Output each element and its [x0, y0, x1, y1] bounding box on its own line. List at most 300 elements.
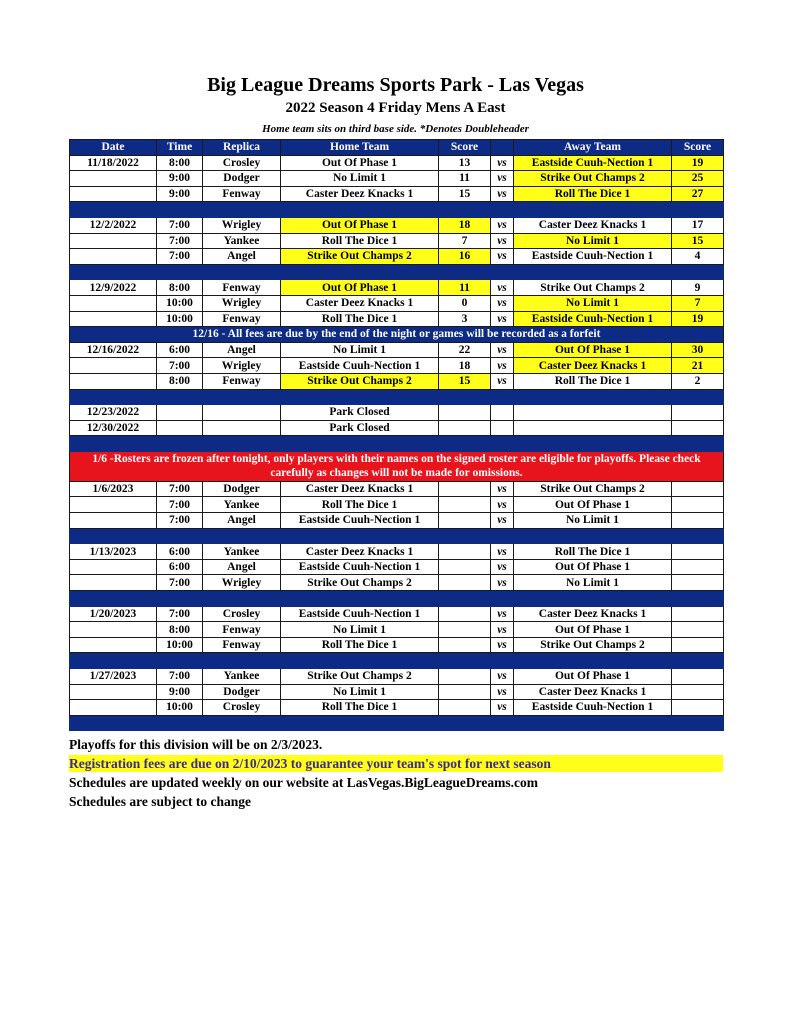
table-row — [70, 497, 724, 513]
table-row — [70, 622, 724, 638]
home-score-cell — [439, 700, 491, 716]
table-row — [70, 186, 724, 202]
alert-row — [70, 451, 724, 481]
home-team-cell: Strike Out Champs 2 — [281, 669, 439, 685]
away-team-cell: Out Of Phase 1 — [514, 622, 672, 638]
home-score-cell: 18 — [439, 358, 491, 374]
away-score-cell: 15 — [672, 233, 724, 249]
vs-cell: vs — [491, 559, 514, 575]
home-team-cell: Caster Deez Knacks 1 — [281, 186, 439, 202]
home-score-cell: 11 — [439, 280, 491, 296]
separator-cell — [281, 528, 439, 544]
separator-cell — [491, 653, 514, 669]
replica-cell: Wrigley — [203, 217, 281, 233]
vs-cell: vs — [491, 481, 514, 497]
time-cell: 7:00 — [157, 606, 203, 622]
date-cell: 1/27/2023 — [70, 669, 157, 685]
separator-cell — [514, 202, 672, 218]
separator-cell — [157, 653, 203, 669]
away-score-cell: 30 — [672, 342, 724, 358]
vs-cell: vs — [491, 358, 514, 374]
date-cell — [70, 575, 157, 591]
separator-cell — [203, 591, 281, 607]
playoffs-note: Playoffs for this division will be on 2/3/2023. — [69, 737, 323, 752]
home-score-cell: 7 — [439, 233, 491, 249]
time-cell: 7:00 — [157, 669, 203, 685]
table-row — [70, 155, 724, 171]
separator-cell — [491, 389, 514, 405]
replica-cell: Fenway — [203, 622, 281, 638]
table-row — [70, 295, 724, 311]
away-team-cell: Eastside Cuuh-Nection 1 — [514, 311, 672, 327]
away-score-cell — [672, 405, 724, 421]
date-cell — [70, 171, 157, 187]
separator-cell — [157, 264, 203, 280]
away-team-cell: Out Of Phase 1 — [514, 669, 672, 685]
separator-cell — [281, 436, 439, 452]
away-score-cell: 19 — [672, 155, 724, 171]
away-team-cell: Caster Deez Knacks 1 — [514, 606, 672, 622]
separator-cell — [672, 389, 724, 405]
separator-cell — [491, 591, 514, 607]
home-score-cell — [439, 481, 491, 497]
time-cell: 6:00 — [157, 544, 203, 560]
date-cell: 12/16/2022 — [70, 342, 157, 358]
separator-cell — [281, 715, 439, 731]
separator-cell — [281, 653, 439, 669]
away-score-cell — [672, 481, 724, 497]
replica-cell: Yankee — [203, 497, 281, 513]
away-score-cell — [672, 420, 724, 436]
separator-cell — [672, 202, 724, 218]
table-row — [70, 559, 724, 575]
time-cell: 10:00 — [157, 637, 203, 653]
col-header-replica: Replica — [203, 140, 281, 156]
home-score-cell — [439, 497, 491, 513]
away-score-cell — [672, 669, 724, 685]
notice-row — [70, 327, 724, 343]
separator-cell — [157, 591, 203, 607]
date-cell — [70, 373, 157, 389]
separator-cell — [203, 202, 281, 218]
separator-cell — [439, 528, 491, 544]
away-team-cell: Out Of Phase 1 — [514, 342, 672, 358]
table-row — [70, 311, 724, 327]
replica-cell: Angel — [203, 342, 281, 358]
away-score-cell: 27 — [672, 186, 724, 202]
replica-cell — [203, 420, 281, 436]
time-cell: 7:00 — [157, 358, 203, 374]
time-cell: 10:00 — [157, 295, 203, 311]
date-cell — [70, 311, 157, 327]
separator-cell — [514, 528, 672, 544]
date-cell: 1/20/2023 — [70, 606, 157, 622]
col-header-time: Time — [157, 140, 203, 156]
separator-cell — [514, 389, 672, 405]
time-cell: 9:00 — [157, 186, 203, 202]
separator-cell — [70, 528, 157, 544]
replica-cell: Fenway — [203, 311, 281, 327]
col-header-away-team: Away Team — [514, 140, 672, 156]
away-team-cell: Roll The Dice 1 — [514, 373, 672, 389]
home-team-cell: Eastside Cuuh-Nection 1 — [281, 559, 439, 575]
time-cell: 8:00 — [157, 280, 203, 296]
replica-cell: Angel — [203, 249, 281, 265]
replica-cell: Dodger — [203, 481, 281, 497]
time-cell: 7:00 — [157, 217, 203, 233]
separator-row — [70, 591, 724, 607]
separator-cell — [157, 202, 203, 218]
home-team-cell: Caster Deez Knacks 1 — [281, 295, 439, 311]
separator-cell — [281, 389, 439, 405]
date-cell: 12/30/2022 — [70, 420, 157, 436]
table-row — [70, 606, 724, 622]
home-score-cell: 16 — [439, 249, 491, 265]
vs-cell: vs — [491, 669, 514, 685]
col-header-away-score: Score — [672, 140, 724, 156]
away-team-cell: No Limit 1 — [514, 513, 672, 529]
home-team-cell: Out Of Phase 1 — [281, 155, 439, 171]
vs-cell: vs — [491, 342, 514, 358]
date-cell: 12/23/2022 — [70, 405, 157, 421]
away-team-cell: Out Of Phase 1 — [514, 497, 672, 513]
time-cell: 10:00 — [157, 311, 203, 327]
time-cell — [157, 405, 203, 421]
table-row — [70, 684, 724, 700]
replica-cell — [203, 405, 281, 421]
home-team-cell: Out Of Phase 1 — [281, 280, 439, 296]
separator-row — [70, 715, 724, 731]
home-score-cell — [439, 544, 491, 560]
away-team-cell: Roll The Dice 1 — [514, 544, 672, 560]
away-score-cell: 7 — [672, 295, 724, 311]
time-cell: 7:00 — [157, 233, 203, 249]
separator-cell — [70, 202, 157, 218]
home-score-cell — [439, 684, 491, 700]
separator-row — [70, 389, 724, 405]
separator-cell — [439, 389, 491, 405]
away-team-cell: Roll The Dice 1 — [514, 186, 672, 202]
home-team-cell: Strike Out Champs 2 — [281, 575, 439, 591]
away-team-cell: No Limit 1 — [514, 295, 672, 311]
separator-cell — [157, 528, 203, 544]
replica-cell: Yankee — [203, 544, 281, 560]
home-team-cell: Caster Deez Knacks 1 — [281, 481, 439, 497]
table-row — [70, 342, 724, 358]
vs-cell: vs — [491, 575, 514, 591]
separator-cell — [439, 436, 491, 452]
separator-cell — [491, 436, 514, 452]
home-team-cell: Out Of Phase 1 — [281, 217, 439, 233]
table-row — [70, 171, 724, 187]
home-score-cell — [439, 513, 491, 529]
time-cell: 7:00 — [157, 513, 203, 529]
separator-cell — [281, 202, 439, 218]
away-team-cell: Strike Out Champs 2 — [514, 637, 672, 653]
time-cell: 8:00 — [157, 373, 203, 389]
home-team-cell: Roll The Dice 1 — [281, 233, 439, 249]
page-subtitle: 2022 Season 4 Friday Mens A East — [285, 100, 506, 116]
away-score-cell — [672, 559, 724, 575]
home-team-cell: No Limit 1 — [281, 342, 439, 358]
schedule-table — [69, 139, 724, 731]
away-team-cell: Caster Deez Knacks 1 — [514, 358, 672, 374]
home-team-cell: No Limit 1 — [281, 622, 439, 638]
separator-cell — [70, 436, 157, 452]
separator-cell — [491, 528, 514, 544]
away-score-cell — [672, 622, 724, 638]
separator-row — [70, 202, 724, 218]
separator-cell — [157, 715, 203, 731]
separator-row — [70, 653, 724, 669]
away-team-cell: Eastside Cuuh-Nection 1 — [514, 249, 672, 265]
vs-cell: vs — [491, 513, 514, 529]
separator-cell — [203, 389, 281, 405]
time-cell: 10:00 — [157, 700, 203, 716]
schedule-body — [70, 155, 724, 731]
table-row — [70, 513, 724, 529]
replica-cell: Fenway — [203, 280, 281, 296]
separator-cell — [70, 264, 157, 280]
notice-text: 12/16 - All fees are due by the end of the night or games will be recorded as a forfeit — [70, 327, 724, 343]
home-score-cell — [439, 606, 491, 622]
date-cell — [70, 186, 157, 202]
separator-cell — [203, 436, 281, 452]
away-team-cell — [514, 405, 672, 421]
vs-cell: vs — [491, 233, 514, 249]
away-team-cell: Strike Out Champs 2 — [514, 481, 672, 497]
closed-row — [70, 420, 724, 436]
home-team-cell: Roll The Dice 1 — [281, 311, 439, 327]
separator-cell — [514, 264, 672, 280]
away-score-cell — [672, 544, 724, 560]
table-row — [70, 249, 724, 265]
away-score-cell — [672, 606, 724, 622]
vs-cell — [491, 405, 514, 421]
date-cell — [70, 637, 157, 653]
date-cell — [70, 700, 157, 716]
separator-cell — [491, 202, 514, 218]
col-header-home-team: Home Team — [281, 140, 439, 156]
away-team-cell: Eastside Cuuh-Nection 1 — [514, 155, 672, 171]
away-score-cell — [672, 513, 724, 529]
separator-cell — [439, 202, 491, 218]
change-note: Schedules are subject to change — [69, 794, 251, 809]
separator-cell — [514, 715, 672, 731]
home-score-cell — [439, 420, 491, 436]
away-score-cell: 2 — [672, 373, 724, 389]
separator-row — [70, 264, 724, 280]
away-team-cell — [514, 420, 672, 436]
vs-cell: vs — [491, 622, 514, 638]
away-team-cell: Out Of Phase 1 — [514, 559, 672, 575]
replica-cell: Fenway — [203, 637, 281, 653]
home-score-cell — [439, 669, 491, 685]
home-team-cell: Eastside Cuuh-Nection 1 — [281, 513, 439, 529]
home-team-cell: Strike Out Champs 2 — [281, 373, 439, 389]
alert-text: 1/6 -Rosters are frozen after tonight, only players with their names on the signed roster are eligible for playoffs. Please check carefully as changes will not be made for omissions. — [70, 451, 724, 481]
date-cell: 12/2/2022 — [70, 217, 157, 233]
away-score-cell — [672, 700, 724, 716]
separator-row — [70, 436, 724, 452]
vs-cell: vs — [491, 280, 514, 296]
date-cell — [70, 249, 157, 265]
time-cell: 7:00 — [157, 481, 203, 497]
table-row — [70, 669, 724, 685]
table-row — [70, 373, 724, 389]
date-cell: 11/18/2022 — [70, 155, 157, 171]
header-note: Home team sits on third base side. *Denotes Doubleheader — [262, 123, 529, 135]
home-team-cell: Eastside Cuuh-Nection 1 — [281, 606, 439, 622]
away-team-cell: Caster Deez Knacks 1 — [514, 217, 672, 233]
home-score-cell: 13 — [439, 155, 491, 171]
date-cell — [70, 358, 157, 374]
separator-cell — [70, 653, 157, 669]
separator-cell — [70, 389, 157, 405]
vs-cell: vs — [491, 311, 514, 327]
separator-cell — [672, 264, 724, 280]
vs-cell: vs — [491, 249, 514, 265]
date-cell: 1/13/2023 — [70, 544, 157, 560]
replica-cell: Angel — [203, 559, 281, 575]
vs-cell: vs — [491, 295, 514, 311]
home-team-cell: Roll The Dice 1 — [281, 700, 439, 716]
away-score-cell — [672, 497, 724, 513]
home-score-cell — [439, 575, 491, 591]
home-team-cell: Strike Out Champs 2 — [281, 249, 439, 265]
vs-cell: vs — [491, 606, 514, 622]
home-team-cell: No Limit 1 — [281, 171, 439, 187]
date-cell — [70, 233, 157, 249]
separator-cell — [157, 436, 203, 452]
vs-cell: vs — [491, 497, 514, 513]
replica-cell: Crosley — [203, 155, 281, 171]
away-team-cell: Strike Out Champs 2 — [514, 280, 672, 296]
date-cell — [70, 497, 157, 513]
date-cell: 1/6/2023 — [70, 481, 157, 497]
away-score-cell: 19 — [672, 311, 724, 327]
time-cell: 9:00 — [157, 171, 203, 187]
table-row — [70, 544, 724, 560]
home-team-cell: No Limit 1 — [281, 684, 439, 700]
separator-cell — [672, 528, 724, 544]
replica-cell: Dodger — [203, 171, 281, 187]
replica-cell: Crosley — [203, 606, 281, 622]
time-cell — [157, 420, 203, 436]
date-cell: 12/9/2022 — [70, 280, 157, 296]
separator-cell — [203, 264, 281, 280]
away-score-cell: 9 — [672, 280, 724, 296]
separator-cell — [514, 436, 672, 452]
replica-cell: Crosley — [203, 700, 281, 716]
separator-cell — [70, 591, 157, 607]
separator-cell — [439, 264, 491, 280]
time-cell: 9:00 — [157, 684, 203, 700]
away-score-cell: 21 — [672, 358, 724, 374]
replica-cell: Angel — [203, 513, 281, 529]
vs-cell: vs — [491, 217, 514, 233]
vs-cell: vs — [491, 373, 514, 389]
separator-cell — [672, 715, 724, 731]
replica-cell: Dodger — [203, 684, 281, 700]
home-score-cell: 15 — [439, 373, 491, 389]
table-row — [70, 575, 724, 591]
table-header-row — [70, 140, 724, 156]
time-cell: 8:00 — [157, 155, 203, 171]
away-team-cell: No Limit 1 — [514, 575, 672, 591]
replica-cell: Wrigley — [203, 575, 281, 591]
replica-cell: Wrigley — [203, 358, 281, 374]
vs-cell: vs — [491, 171, 514, 187]
separator-cell — [672, 436, 724, 452]
vs-cell: vs — [491, 544, 514, 560]
home-score-cell — [439, 405, 491, 421]
time-cell: 6:00 — [157, 559, 203, 575]
table-row — [70, 637, 724, 653]
separator-cell — [157, 389, 203, 405]
closed-text: Park Closed — [281, 405, 439, 421]
time-cell: 7:00 — [157, 249, 203, 265]
home-team-cell: Roll The Dice 1 — [281, 637, 439, 653]
home-score-cell: 22 — [439, 342, 491, 358]
separator-cell — [514, 653, 672, 669]
closed-text: Park Closed — [281, 420, 439, 436]
home-score-cell — [439, 622, 491, 638]
vs-cell: vs — [491, 637, 514, 653]
time-cell: 6:00 — [157, 342, 203, 358]
away-score-cell — [672, 684, 724, 700]
table-row — [70, 358, 724, 374]
separator-cell — [203, 653, 281, 669]
col-header-home-score: Score — [439, 140, 491, 156]
date-cell — [70, 684, 157, 700]
replica-cell: Yankee — [203, 669, 281, 685]
date-cell — [70, 622, 157, 638]
table-row — [70, 233, 724, 249]
vs-cell: vs — [491, 700, 514, 716]
vs-cell — [491, 420, 514, 436]
separator-cell — [439, 653, 491, 669]
away-team-cell: Strike Out Champs 2 — [514, 171, 672, 187]
separator-row — [70, 528, 724, 544]
website-note: Schedules are updated weekly on our website at LasVegas.BigLeagueDreams.com — [69, 775, 539, 790]
separator-cell — [281, 264, 439, 280]
away-team-cell: Eastside Cuuh-Nection 1 — [514, 700, 672, 716]
away-score-cell — [672, 575, 724, 591]
home-score-cell: 15 — [439, 186, 491, 202]
away-score-cell: 4 — [672, 249, 724, 265]
home-score-cell — [439, 559, 491, 575]
separator-cell — [203, 715, 281, 731]
home-score-cell: 3 — [439, 311, 491, 327]
home-team-cell: Roll The Dice 1 — [281, 497, 439, 513]
home-score-cell: 18 — [439, 217, 491, 233]
away-score-cell: 17 — [672, 217, 724, 233]
home-team-cell: Eastside Cuuh-Nection 1 — [281, 358, 439, 374]
closed-row — [70, 405, 724, 421]
date-cell — [70, 295, 157, 311]
separator-cell — [491, 264, 514, 280]
separator-cell — [281, 591, 439, 607]
vs-cell: vs — [491, 684, 514, 700]
home-score-cell: 11 — [439, 171, 491, 187]
date-cell — [70, 513, 157, 529]
separator-cell — [491, 715, 514, 731]
vs-cell: vs — [491, 155, 514, 171]
time-cell: 7:00 — [157, 575, 203, 591]
vs-cell: vs — [491, 186, 514, 202]
home-team-cell: Caster Deez Knacks 1 — [281, 544, 439, 560]
